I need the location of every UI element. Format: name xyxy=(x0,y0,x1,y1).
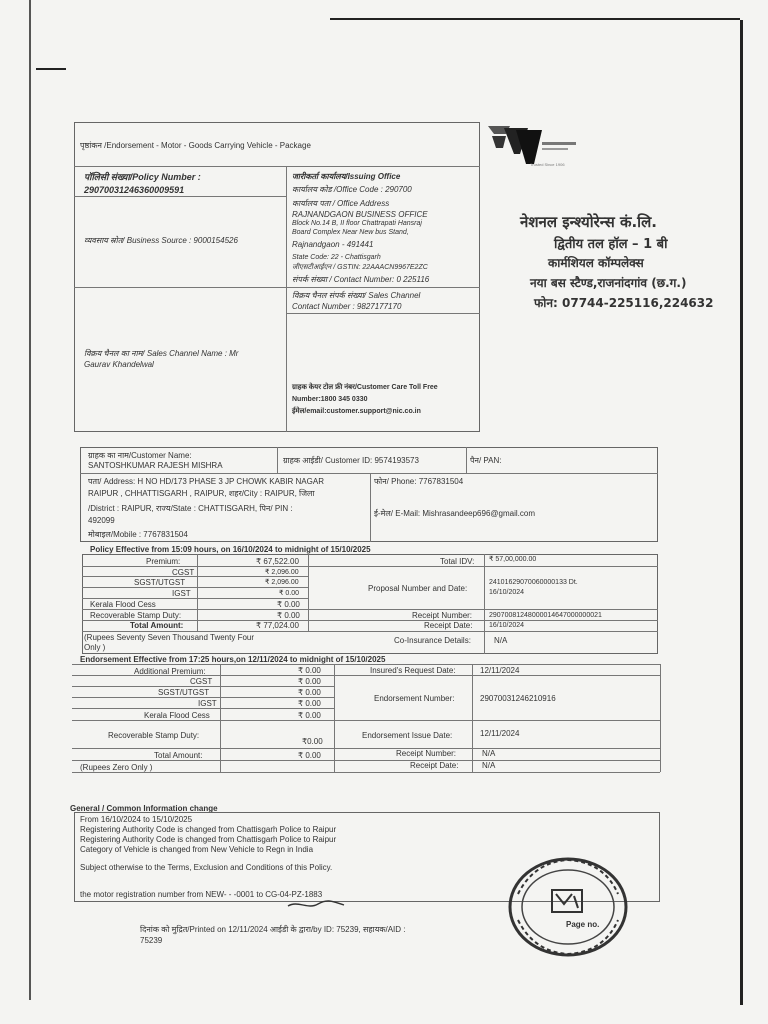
request-date: 12/11/2024 xyxy=(480,666,520,675)
sales-channel-contact: Contact Number : 9827177170 xyxy=(292,302,402,311)
premium-label: Premium: xyxy=(146,557,181,566)
general-heading: General / Common Information change xyxy=(70,804,218,813)
customer-care-email: ईमेल/email:customer.support@nic.co.in xyxy=(292,408,421,415)
general-line: Category of Vehicle is changed from New Vehicle to Regn in India xyxy=(80,845,314,854)
amount-in-words: (Rupees Seventy Seven Thousand Twenty Four xyxy=(84,633,255,642)
customer-address: 492099 xyxy=(88,516,115,525)
issue-date: 12/11/2024 xyxy=(480,729,520,738)
stamp-line: फोन: 07744-225116,224632 xyxy=(534,296,714,310)
printed-aid: 75239 xyxy=(140,936,163,945)
proposal-label: Proposal Number and Date: xyxy=(368,584,468,593)
gstin: जीएसटीआईएन / GSTIN: 22AAACN9967E2ZC xyxy=(292,264,428,271)
stamp-line: नया बस स्टैण्ड,राजनांदगांव (छ.ग.) xyxy=(530,276,687,290)
scan-edge-left xyxy=(29,0,31,1000)
office-address-label: कार्यालय पता / Office Address xyxy=(292,199,390,208)
registration-change: the motor registration number from NEW- - -0001 to CG-04-PZ-1883 xyxy=(80,890,323,899)
divider xyxy=(82,609,658,610)
sgst-label: SGST/UTGST xyxy=(134,578,186,587)
e-stamp-duty-value: ₹0.00 xyxy=(302,737,323,746)
kerala-cess-value: ₹ 0.00 xyxy=(277,600,300,609)
premium-value: ₹ 67,522.00 xyxy=(256,557,299,566)
cgst-label: CGST xyxy=(172,568,195,577)
divider xyxy=(74,287,480,288)
total-amount-value: ₹ 77,024.00 xyxy=(256,621,299,630)
receipt-date-label: Receipt Date: xyxy=(424,621,473,630)
kerala-cess-label: Kerala Flood Cess xyxy=(90,600,156,609)
round-stamp xyxy=(504,854,630,960)
printed-on: दिनांक को मुद्रित/Printed on 12/11/2024 आईडी के द्वारा/by ID: 75239, सहायक/AID : xyxy=(140,925,406,934)
e-receipt-number: N/A xyxy=(482,749,496,758)
e-sgst-value: ₹ 0.00 xyxy=(298,688,321,697)
customer-phone: फोन/ Phone: 7767831504 xyxy=(374,477,464,486)
divider xyxy=(484,554,485,654)
divider xyxy=(72,772,660,773)
seal-icon xyxy=(504,854,630,960)
coinsurance-label: Co-Insurance Details: xyxy=(394,636,471,645)
business-source: व्यवसाय स्रोत/ Business Source : 9000154526 xyxy=(84,236,238,245)
policy-effective-heading: Policy Effective from 15:09 hours, on 16/10/2024 to midnight of 15/10/2025 xyxy=(90,545,371,554)
e-total-amount-value: ₹ 0.00 xyxy=(298,751,321,760)
request-date-label: Insured's Request Date: xyxy=(370,666,456,675)
policy-number-label: पॉलिसी संख्या/Policy Number : xyxy=(84,172,201,182)
additional-premium-label: Additional Premium: xyxy=(134,667,206,676)
proposal-number: 24101629070060000133 Dt. xyxy=(489,579,578,586)
divider xyxy=(80,473,658,474)
office-rubber-stamp xyxy=(520,212,720,312)
divider xyxy=(220,664,221,772)
divider xyxy=(370,473,371,542)
sales-channel-name: विक्रय चैनल का नाम/ Sales Channel Name : Mr xyxy=(84,349,239,358)
stamp-line: कार्मशियल कॉम्पलेक्स xyxy=(548,256,644,270)
general-line: Registering Authority Code is changed from Chattisgarh Police to Raipur xyxy=(80,835,337,844)
e-receipt-date: N/A xyxy=(482,761,496,770)
endorsement-effective-heading: Endorsement Effective from 17:25 hours,on 12/11/2024 to midnight of 15/10/2025 xyxy=(80,655,386,664)
cgst-value: ₹ 2,096.00 xyxy=(265,569,299,576)
divider xyxy=(82,598,308,599)
toll-free-number: Number:1800 345 0330 xyxy=(292,396,368,403)
receipt-number: 29070081248000014647000000021 xyxy=(489,612,602,619)
igst-label: IGST xyxy=(172,589,191,598)
endorsement-title: पृष्ठांकन /Endorsement - Motor - Goods Carrying Vehicle - Package xyxy=(80,141,311,150)
divider xyxy=(72,664,660,665)
general-subject: Subject otherwise to the Terms, Exclusion and Conditions of this Policy. xyxy=(80,863,333,872)
divider xyxy=(472,664,473,772)
stamp-line: नेशनल इन्श्योरेन्स कं.लि. xyxy=(520,213,657,231)
divider xyxy=(82,631,658,632)
office-address-line: Block No.14 B, II floor Chattrapati Hansraj xyxy=(292,220,422,227)
stamp-line: द्वितीय तल हॉल – 1 बी xyxy=(554,237,668,252)
e-kerala-cess-value: ₹ 0.00 xyxy=(298,711,321,720)
office-address-line: Board Complex Near New bus Stand, xyxy=(292,229,409,236)
toll-free-label: ग्राहक केयर टोल फ्री नंबर/Customer Care Toll Free xyxy=(292,384,438,391)
customer-name: SANTOSHKUMAR RAJESH MISHRA xyxy=(88,461,223,470)
endorsement-number-label: Endorsement Number: xyxy=(374,694,455,703)
scan-edge-right xyxy=(740,20,743,1005)
e-cgst-label: CGST xyxy=(190,677,213,686)
stamp-duty-value: ₹ 0.00 xyxy=(277,611,300,620)
sales-channel-name-2: Gaurav Khandelwal xyxy=(84,360,154,369)
divider xyxy=(286,313,480,314)
e-total-amount-label: Total Amount: xyxy=(154,751,203,760)
pan: पैन/ PAN: xyxy=(470,456,502,465)
general-line: Registering Authority Code is changed from Chattisgarh Police to Raipur xyxy=(80,825,337,834)
sales-channel-contact-label: विक्रय चैनल संपर्क संख्या/ Sales Channel xyxy=(292,291,421,300)
e-sgst-label: SGST/UTGST xyxy=(158,688,210,697)
customer-address: RAIPUR , CHHATTISGARH , RAIPUR, शहर/City : RAIPUR, जिला xyxy=(88,489,315,498)
amount-in-words-2: Only ) xyxy=(84,643,106,652)
proposal-date: 16/10/2024 xyxy=(489,589,525,596)
e-cgst-value: ₹ 0.00 xyxy=(298,677,321,686)
receipt-date: 16/10/2024 xyxy=(489,622,525,629)
customer-address: पता/ Address: H NO HD/173 PHASE 3 JP CHOWK KABIR NAGAR xyxy=(88,477,324,486)
general-line: From 16/10/2024 to 15/10/2025 xyxy=(80,815,193,824)
e-amount-in-words: (Rupees Zero Only ) xyxy=(80,763,153,772)
e-igst-label: IGST xyxy=(198,699,217,708)
receipt-number-label: Receipt Number: xyxy=(412,611,473,620)
divider xyxy=(72,748,660,749)
scan-edge-top xyxy=(330,18,740,20)
divider xyxy=(277,447,278,473)
additional-premium-value: ₹ 0.00 xyxy=(298,666,321,675)
sgst-value: ₹ 2,096.00 xyxy=(265,579,299,586)
igst-value: ₹ 0.00 xyxy=(279,590,300,597)
stamp-duty-label: Recoverable Stamp Duty: xyxy=(90,611,182,620)
customer-email: ई-मेल/ E-Mail: Mishrasandeep696@gmail.com xyxy=(374,509,535,518)
e-stamp-duty-label: Recoverable Stamp Duty: xyxy=(108,731,200,740)
issue-date-label: Endorsement Issue Date: xyxy=(362,731,453,740)
divider xyxy=(286,166,287,432)
divider xyxy=(660,664,661,772)
e-igst-value: ₹ 0.00 xyxy=(298,699,321,708)
customer-address: /District : RAIPUR, राज्य/State : CHATTISGARH, पिन/ PIN : xyxy=(88,504,293,513)
policy-number: 29070031246360009591 xyxy=(84,185,185,195)
divider xyxy=(334,664,335,772)
coinsurance-value: N/A xyxy=(494,636,508,645)
e-receipt-date-label: Receipt Date: xyxy=(410,761,459,770)
contact-number: संपर्क संख्या / Contact Number: 0 225116 xyxy=(292,275,430,284)
office-address-line: Rajnandgaon - 491441 xyxy=(292,240,374,249)
state-code: State Code: 22 - Chattisgarh xyxy=(292,254,381,261)
divider xyxy=(74,166,480,167)
issuing-office-label: जारीकर्ता कार्यालय/Issuing Office xyxy=(292,172,401,181)
total-amount-label: Total Amount: xyxy=(130,621,184,630)
total-idv-label: Total IDV: xyxy=(440,557,475,566)
e-kerala-cess-label: Kerala Flood Cess xyxy=(144,711,210,720)
e-receipt-number-label: Receipt Number: xyxy=(396,749,457,758)
divider xyxy=(74,196,286,197)
office-address-line: RAJNANDGAON BUSINESS OFFICE xyxy=(292,210,428,219)
endorsement-number: 29070031246210916 xyxy=(480,694,556,703)
customer-mobile: मोबाइल/Mobile : 7767831504 xyxy=(88,530,188,539)
company-logo xyxy=(486,124,578,170)
customer-name-label: ग्राहक का नाम/Customer Name: xyxy=(88,451,192,460)
logo-caption: Trusted Since 1906 xyxy=(530,162,565,167)
signature xyxy=(286,898,346,912)
total-idv: ₹ 57,00,000.00 xyxy=(489,556,537,563)
scan-mark xyxy=(36,68,66,70)
divider xyxy=(466,447,467,473)
office-code: कार्यालय कोड /Office Code : 290700 xyxy=(292,185,412,194)
stamp-page-no: Page no. xyxy=(566,920,600,929)
customer-id: ग्राहक आईडी/ Customer ID: 9574193573 xyxy=(283,456,419,465)
